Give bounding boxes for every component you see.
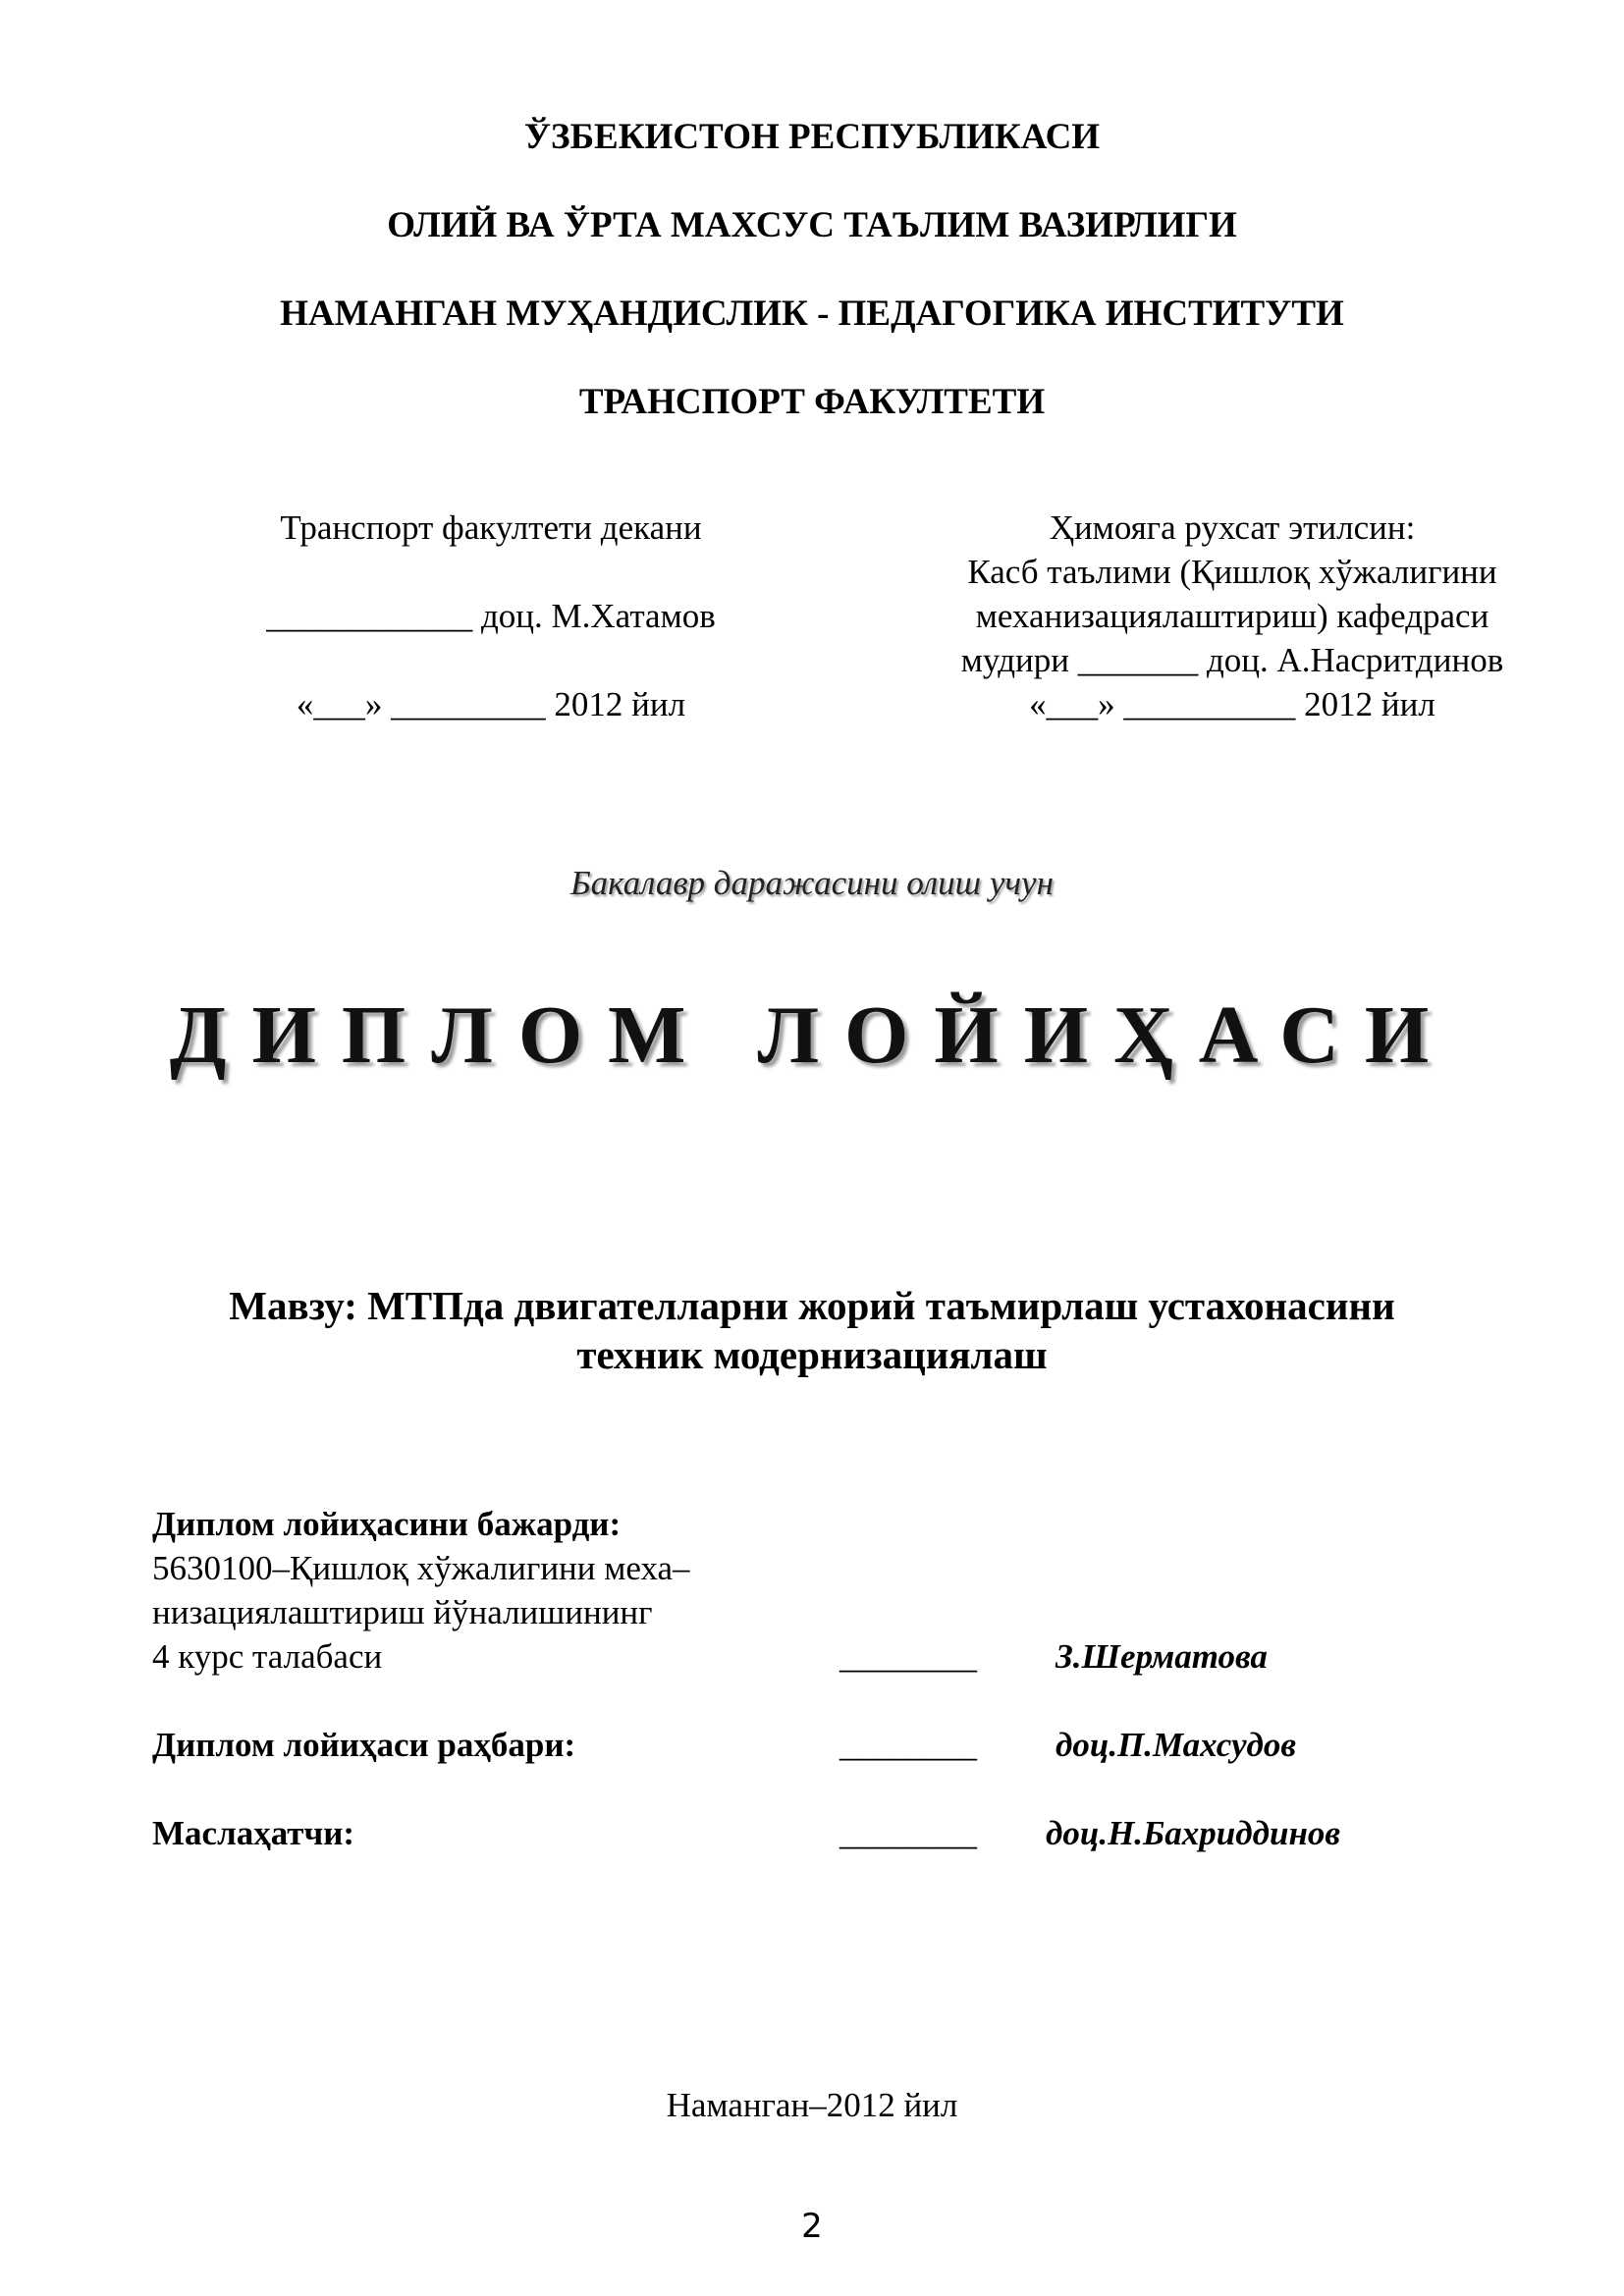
dean-approval-block [211,506,771,726]
performer-program-line-1: 5630100–Қишлоқ хўжалигини меха– [152,1549,690,1587]
defense-permission-block [849,506,1615,726]
department-head-signature: мудири _______ доц. А.Насритдинов [960,641,1504,679]
ministry-name-heading: ОЛИЙ ВА ЎРТА МАХСУС ТАЪЛИМ ВАЗИРЛИГИ [387,205,1237,245]
performer-block [152,1502,859,1679]
performer-label: Диплом лойиҳасини бажарди: [152,1505,622,1543]
supervisor-label: Диплом лойиҳаси раҳбари: [152,1726,576,1764]
document-title: ДИПЛОМ ЛОЙИҲАСИ [169,989,1455,1081]
ministry-country-heading: ЎЗБЕКИСТОН РЕСПУБЛИКАСИ [523,117,1101,157]
performer-signature-blank: ________ [839,1637,977,1676]
topic-line-2: техник модернизациялаш [576,1332,1048,1377]
dean-date-line: «___» _________ 2012 йил [296,685,686,723]
supervisor-signature-blank: ________ [839,1726,977,1764]
supervisor-name: доц.П.Махсудов [1056,1726,1297,1764]
permission-date-line: «___» __________ 2012 йил [1029,685,1435,723]
permission-title: Ҳимояга рухсат этилсин: [1049,508,1416,547]
performer-program-line-2: низациялаштириш йўналишининг [152,1593,653,1631]
performer-course-line: 4 курс талабаси [152,1637,383,1676]
department-line-2: механизациялаштириш) кафедраси [975,597,1489,635]
institute-name-heading: НАМАНГАН МУҲАНДИСЛИК - ПЕДАГОГИКА ИНСТИТУТИ [280,294,1344,334]
consultant-signature-blank: ________ [839,1814,977,1852]
degree-purpose-note: Бакалавр даражасини олиш учун [570,864,1054,902]
department-line-1: Касб таълими (Қишлоқ хўжалигини [967,553,1497,591]
project-topic [118,1281,1506,1379]
page-number: 2 [801,2207,823,2246]
consultant-name: доц.Н.Бахриддинов [1046,1814,1341,1852]
footer-city-year: Наманган–2012 йил [666,2086,958,2124]
faculty-name-heading: ТРАНСПОРТ ФАКУЛТЕТИ [578,382,1046,422]
performer-name: З.Шерматова [1056,1637,1268,1676]
dean-signature-line: ____________ доц. М.Хатамов [266,597,716,635]
topic-line-1: Мавзу: МТПда двигателларни жорий таъмирлаш устахонасини [229,1283,1395,1328]
consultant-label: Маслаҳатчи: [152,1814,355,1852]
dean-title: Транспорт факултети декани [280,508,702,547]
